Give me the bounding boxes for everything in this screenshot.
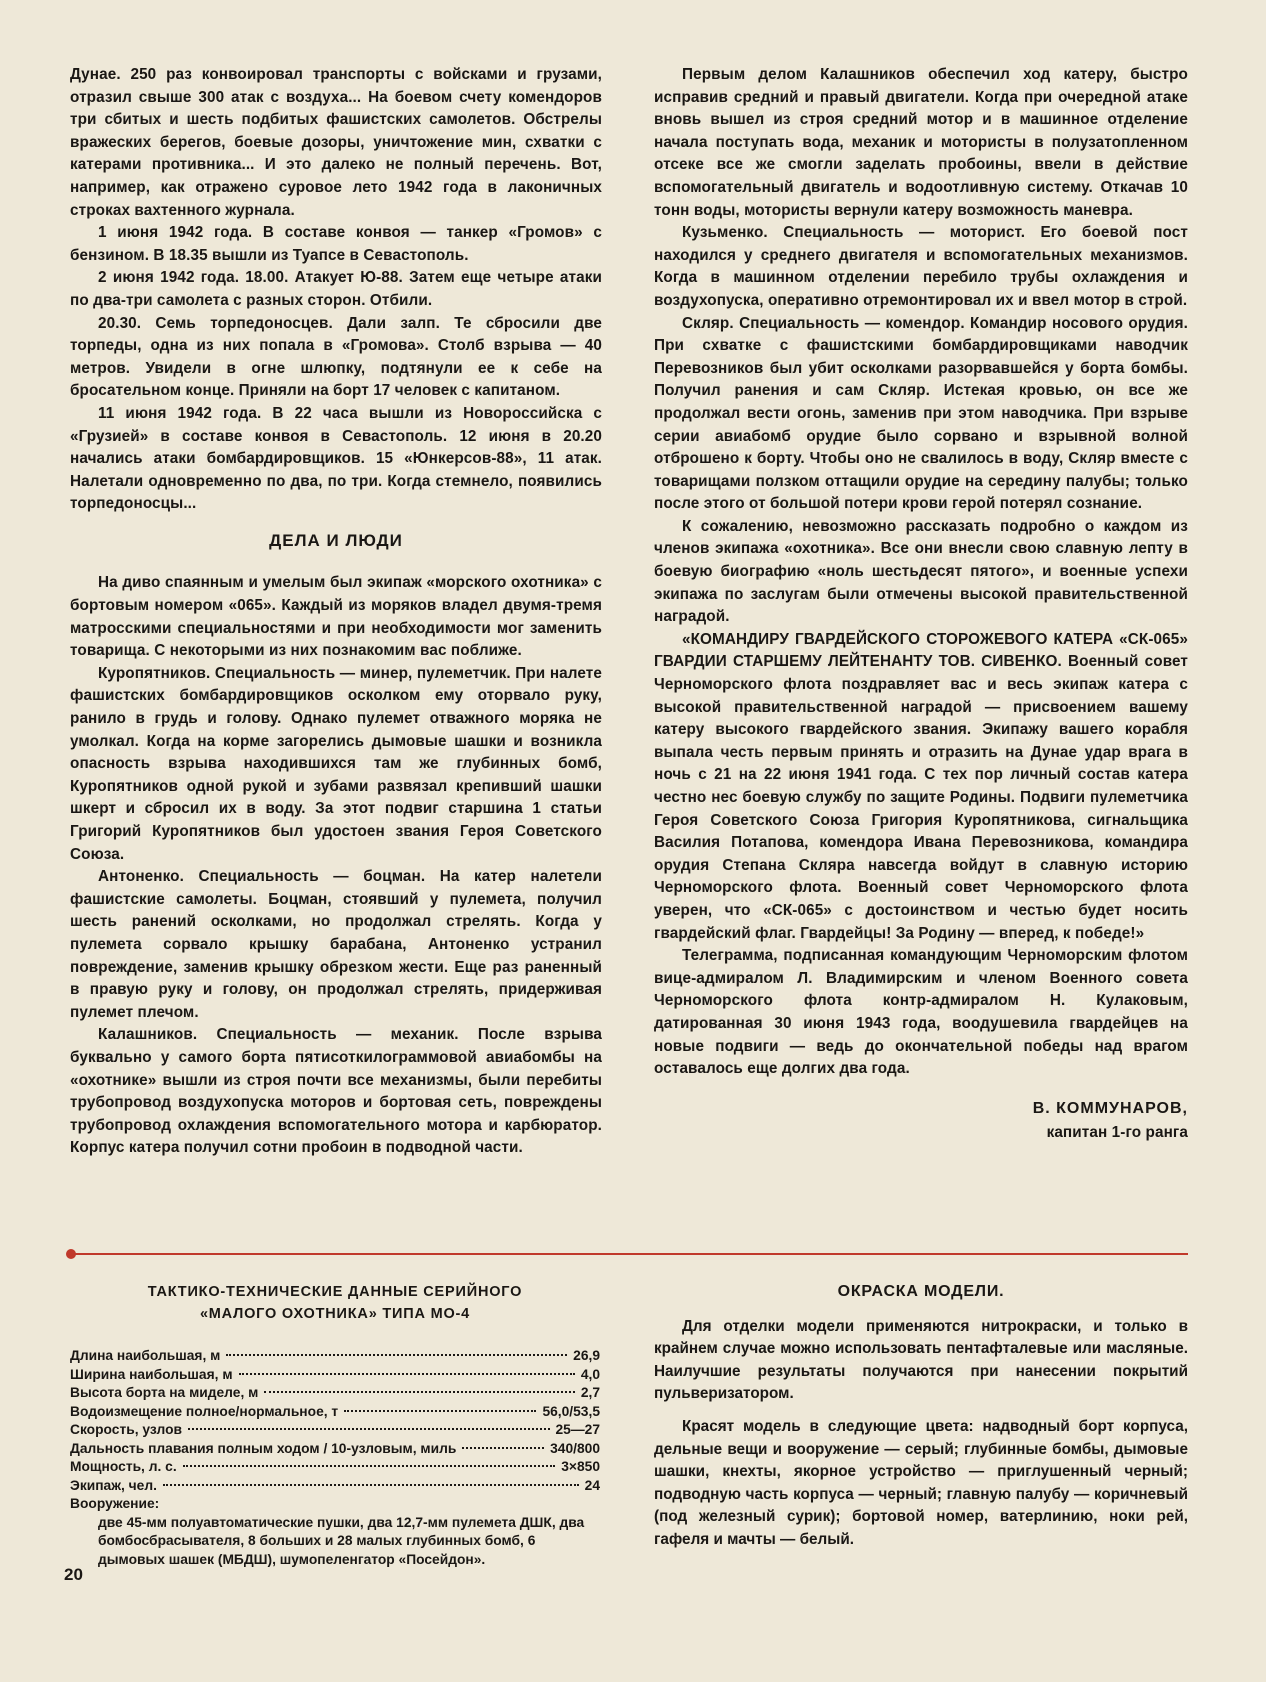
- spec-label: Мощность, л. с.: [70, 1459, 177, 1474]
- spec-label: Скорость, узлов: [70, 1422, 183, 1437]
- signature: [654, 1097, 1188, 1145]
- paragraph: Для отделки модели применяются нитрокраски, и только в крайнем случае можно использовать пентафталевые или масляные. Наилучшие результаты получаются при нанесении покрытий пульверизатором.: [654, 1317, 1188, 1403]
- spec-label: Экипаж, чел.: [70, 1477, 157, 1493]
- armament-label: Вооружение:: [70, 1496, 160, 1511]
- specs-title: [70, 1281, 600, 1325]
- paragraph: Антоненко. Специальность — боцман. На катер налетели фашистские самолеты. Боцман, стоявший у пулемета, получил шесть ранений осколками, но продолжал стрелять. Когда у пулемета сорвало крышку барабана, Антоненко устранил повреждение, заменив крышку обрезком жести. Еще раз раненный в правую руку и голову, он продолжал стрелять, придерживая пулемет плечом.: [70, 868, 602, 1021]
- telegram-text: «КОМАНДИРУ ГВАРДЕЙСКОГО СТОРОЖЕВОГО КАТЕРА «СК-065» ГВАРДИИ СТАРШЕМУ ЛЕЙТЕНАНТУ ТОВ. СИВЕНКО. Военный совет Черноморского флота поздравляет вас и весь экипаж катера с высокой правительственной наградой — присвоением вашему катеру высокого гвардейского звания. Экипажу вашего корабля выпала честь первым принять и отразить на Дунае удар врага в ночь с 21 на 22 июня 1941 года. С тех пор личный состав катера честно нес боевую службу по защите Родины. Подвиги пулеметчика Героя Советского Союза Григория Куропятникова, сигнальщика Василия Потапова, комендора Ивана Перевозникова, командира орудия Степана Скляра навсегда войдут в славную историю Черноморского флота. Военный совет Черноморского флота уверен, что «СК-065» с достоинством и честью будет носить гвардейский флаг. Гвардейцы! За Родину — вперед, к победе!»: [654, 630, 1188, 942]
- paragraph: Калашников. Специальность — механик. После взрыва буквально у самого борта пятисоткилограммовой авиабомбы на «охотнике» вышли из строя почти все механизмы, были перебиты трубопровод воздухопуска моторов и бортовая сеть, повреждены трубопровод охлаждения вспомогательного мотора и карбюратор. Корпус катера получил сотни пробоин в подводной части.: [70, 1026, 602, 1157]
- leader-dots: [183, 1465, 556, 1467]
- paragraph: Телеграмма, подписанная командующим Черноморским флотом вице-адмиралом Л. Владимирским и членом Военного совета Черноморского флота контр-адмиралом Н. Кулаковым, датированная 30 июня 1943 года, воодушевила гвардейцев на новые подвиги — ведь до окончательной победы над врагом оставалось еще долгих два года.: [654, 947, 1188, 1078]
- specs-table: [70, 1281, 600, 1569]
- spec-value: 3×850: [561, 1459, 600, 1474]
- paragraph: Кузьменко. Специальность — моторист. Его боевой пост находился у среднего двигателя и вспомогательных механизмов. Когда в машинном отделении перебило трубы охлаждения и воздухопуска, оперативно отремонтировал их и ввел мотор в строй.: [654, 224, 1188, 309]
- spec-rows: [70, 1347, 600, 1495]
- spec-row: [70, 1366, 600, 1385]
- paragraph: 20.30. Семь торпедоносцев. Дали залп. Те сбросили две торпеды, одна из них попала в «Громова». Столб взрыва — 40 метров. Увидели в огне шлюпку, подтянули ее к себе на бросательном конце. Приняли на борт 17 человек с капитаном.: [70, 314, 602, 400]
- leader-dots: [264, 1391, 574, 1393]
- spec-value: 26,9: [573, 1348, 600, 1363]
- spec-row: [70, 1347, 600, 1366]
- leader-dots: [163, 1484, 579, 1486]
- leader-dots: [462, 1447, 544, 1449]
- leader-dots: [239, 1373, 575, 1375]
- paint-title: ОКРАСКА МОДЕЛИ.: [837, 1283, 1005, 1300]
- author-rank: капитан 1-го ранга: [1046, 1123, 1188, 1141]
- spec-value: 340/800: [550, 1440, 600, 1456]
- spec-value: 2,7: [580, 1385, 600, 1400]
- paragraph: Первым делом Калашников обеспечил ход катеру, быстро исправив средний и правый двигатели. Когда при очередной атаке вновь вышел из строя средний мотор и в машинное отделение начала поступать вода, механик и мотористы в полузатопленном отсеке все же смогли заделать пробоины, ввели в действие вспомогательный двигатель и водоотливную систему. Откачав 10 тонн воды, мотористы вернули катеру возможность маневра.: [654, 66, 1188, 219]
- paragraph: Скляр. Специальность — комендор. Командир носового орудия. При схватке с фашистскими бомбардировщиками наводчик Перевозников был убит осколками разорвавшейся у борта бомбы. Получил ранения и сам Скляр. Истекая кровью, он все же продолжал вести огонь, заменив при этом наводчика. При взрыве серии авиабомб орудие было сорвано и взрывной волной отброшено к борту. Чтобы оно не свалилось в воду, Скляр вместе с товарищами ползком оттащили орудие на середину палубы; только после этого от большой потери крови герой потерял сознание.: [654, 314, 1188, 513]
- spec-row: [70, 1477, 600, 1496]
- paint-section: [654, 1281, 1188, 1562]
- spec-value: 4,0: [580, 1366, 600, 1382]
- paragraph: 11 июня 1942 года. В 22 часа вышли из Новороссийска с «Грузией» в составе конвоя в Севастополь. 12 июня в 20.20 начались атаки бомбардировщиков. 15 «Юнкерсов-88», 11 атак. Налетали одновременно по два, по три. Когда стемнело, появились торпедоносцы...: [70, 404, 602, 513]
- spec-row: [70, 1458, 600, 1477]
- section-heading: ДЕЛА И ЛЮДИ: [269, 530, 403, 550]
- specs-title-line: ТАКТИКО-ТЕХНИЧЕСКИЕ ДАННЫЕ СЕРИЙНОГО: [147, 1284, 523, 1300]
- section-divider: [70, 1253, 1188, 1255]
- spec-value: 24: [584, 1477, 600, 1493]
- leader-dots: [344, 1410, 536, 1412]
- paragraph: 1 июня 1942 года. В составе конвоя — танкер «Громов» с бензином. В 18.35 вышли из Туапсе в Севастополь.: [70, 224, 602, 264]
- paragraph: На диво спаянным и умелым был экипаж «морского охотника» с бортовым номером «065». Каждый из моряков владел двумя-тремя матросскими специальностями и при необходимости мог заменить товарища. С некоторыми из них познакомим вас поближе.: [70, 574, 602, 660]
- page-number: 20: [64, 1565, 83, 1584]
- spec-label: Дальность плавания полным ходом / 10-узловым, миль: [70, 1440, 457, 1456]
- right-column: [654, 64, 1188, 1145]
- leader-dots: [188, 1428, 549, 1430]
- spec-value: 25—27: [555, 1422, 600, 1437]
- specs-title-line: «МАЛОГО ОХОТНИКА» ТИПА МО-4: [199, 1306, 471, 1322]
- spec-row: [70, 1421, 600, 1440]
- spec-label: Водоизмещение полное/нормальное, т: [70, 1403, 339, 1419]
- leader-dots: [226, 1354, 567, 1356]
- left-column: [70, 64, 602, 1160]
- spec-row: [70, 1384, 600, 1403]
- paragraph: К сожалению, невозможно рассказать подробно о каждом из членов экипажа «охотника». Все они внесли свою славную лепту в боевую биографию «ноль шестьдесят пятого», и военные успехи экипажа по заслугам были отмечены высокой правительственной наградой.: [654, 517, 1188, 626]
- paragraph: Куропятников. Специальность — минер, пулеметчик. При налете фашистских бомбардировщиков осколком ему оторвало руку, ранило в грудь и голову. Однако пулемет отважного моряка не умолкал. Когда на корме загорелись дымовые шашки и возникла опасность взрыва находившихся там же глубинных бомб, Куропятников одной рукой и зубами развязал крепивший шашки шкерт и сбросил их в воду. За этот подвиг старшина 1 статьи Григорий Куропятников был удостоен звания Героя Советского Союза.: [70, 664, 602, 863]
- spec-label: Длина наибольшая, м: [70, 1348, 221, 1363]
- armament-text: две 45-мм полуавтоматические пушки, два 12,7-мм пулемета ДШК, два бомбосбрасывателя, 8 больших и 28 малых глубинных бомб, 6 дымовых шашек (МБДШ), шумопеленгатор «Посейдон».: [98, 1514, 585, 1567]
- spec-value: 56,0/53,5: [542, 1403, 600, 1419]
- spec-label: Высота борта на миделе, м: [70, 1385, 259, 1400]
- paragraph: Красят модель в следующие цвета: надводный борт корпуса, дельные вещи и вооружение — серый; глубинные бомбы, дымовые шашки, кнехты, якорное устройство — приглушенный черный; подводную часть корпуса — черный; главную палубу — коричневый (под железный сурик); бортовой номер, ватерлинию, ноки рей, гафеля и мачты — белый.: [654, 1417, 1188, 1548]
- spec-label: Ширина наибольшая, м: [70, 1366, 233, 1382]
- author-name: В. КОММУНАРОВ,: [1032, 1099, 1188, 1117]
- spec-row: [70, 1403, 600, 1422]
- spec-row: [70, 1440, 600, 1459]
- paragraph: 2 июня 1942 года. 18.00. Атакует Ю-88. Затем еще четыре атаки по два-три самолета с разных сторон. Отбили.: [70, 269, 602, 309]
- armament: [70, 1495, 600, 1569]
- paragraph: Дунае. 250 раз конвоировал транспорты с войсками и грузами, отразил свыше 300 атак с воздуха... На боевом счету комендоров три сбитых и шесть подбитых фашистских самолетов. Обстрелы вражеских берегов, боевые дозоры, уничтожение мин, схватки с катерами противника... И это далеко не полный перечень. Вот, например, как отражено суровое лето 1942 года в лаконичных строках вахтенного журнала.: [70, 66, 602, 219]
